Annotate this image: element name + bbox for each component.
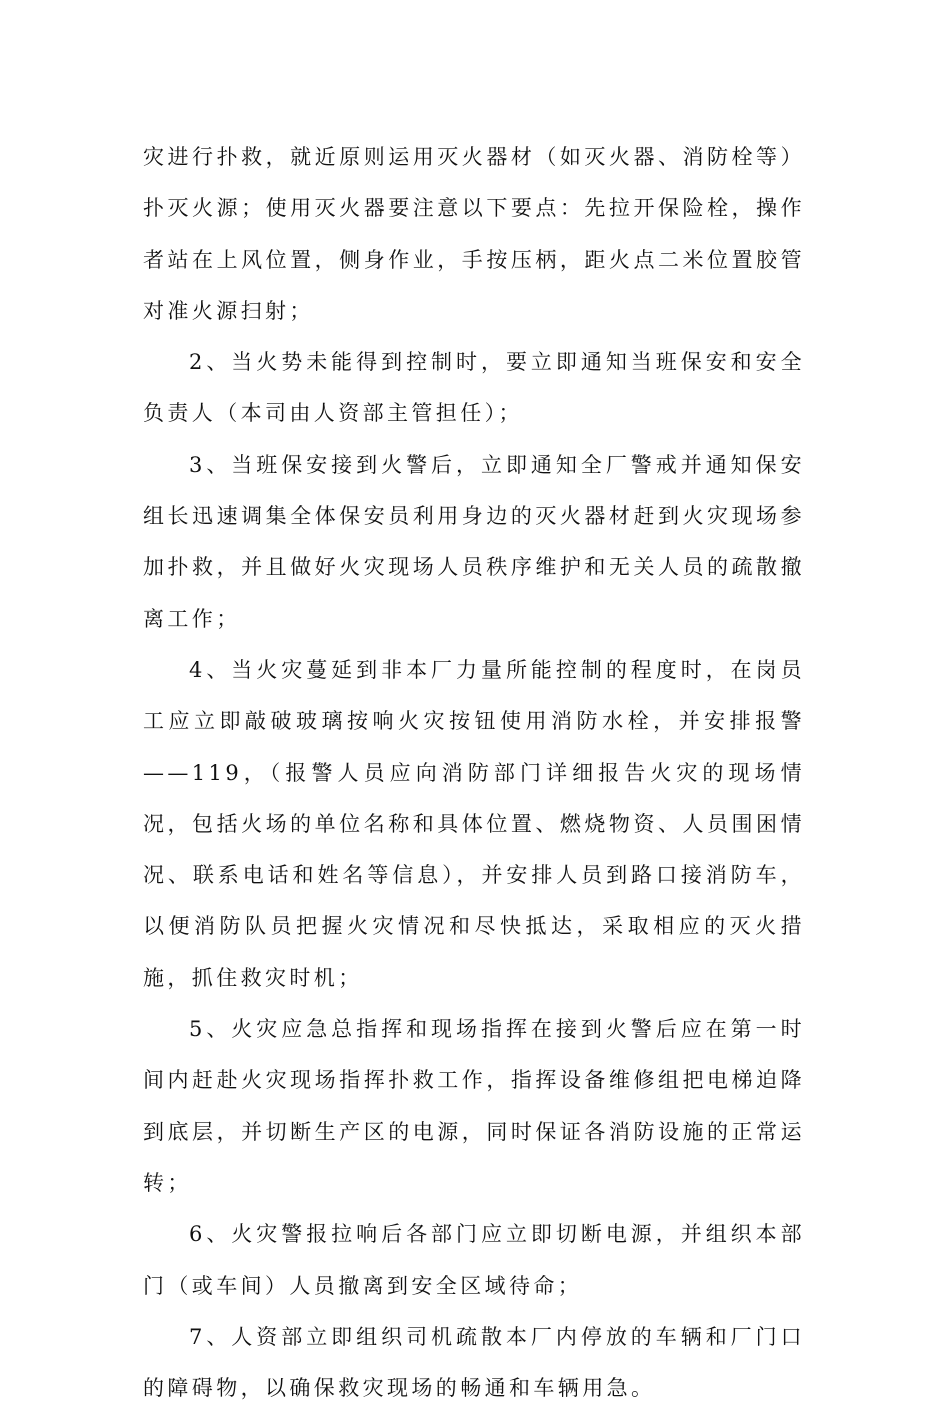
paragraph-item-6: 6、火灾警报拉响后各部门应立即切断电源，并组织本部门（或车间）人员撤离到安全区域待命； <box>143 1222 805 1298</box>
paragraph-item-4: 4、当火灾蔓延到非本厂力量所能控制的程度时，在岗员工应立即敲破玻璃按响火灾按钮使用消防水栓，并安排报警——119，（报警人员应向消防部门详细报告火灾的现场情况，包括火场的单位名称和具体位置、燃烧物资、人员围困情况、联系电话和姓名等信息），并安排人员到路口接消防车，以便消防队员把握火灾情况和尽快抵达，采取相应的灭火措施，抓住救灾时机； <box>143 657 805 990</box>
document-body <box>143 132 805 1414</box>
paragraph-item-2: 2、当火势未能得到控制时，要立即通知当班保安和安全负责人（本司由人资部主管担任）； <box>143 350 805 426</box>
paragraph-item-5: 5、火灾应急总指挥和现场指挥在接到火警后应在第一时间内赶赴火灾现场指挥扑救工作，指挥设备维修组把电梯迫降到底层，并切断生产区的电源，同时保证各消防设施的正常运转； <box>143 1017 805 1195</box>
paragraph-continuation-fire-extinguisher: 灾进行扑救，就近原则运用灭火器材（如灭火器、消防栓等）扑灭火源；使用灭火器要注意以下要点：先拉开保险栓，操作者站在上风位置，侧身作业，手按压柄，距火点二米位置胶管对准火源扫射； <box>143 145 805 323</box>
paragraph-item-3: 3、当班保安接到火警后，立即通知全厂警戒并通知保安组长迅速调集全体保安员利用身边的灭火器材赶到火灾现场参加扑救，并且做好火灾现场人员秩序维护和无关人员的疏散撤离工作； <box>143 452 805 631</box>
paragraph-item-7: 7、人资部立即组织司机疏散本厂内停放的车辆和厂门口的障碍物，以确保救灾现场的畅通和车辆用急。 <box>143 1324 805 1401</box>
